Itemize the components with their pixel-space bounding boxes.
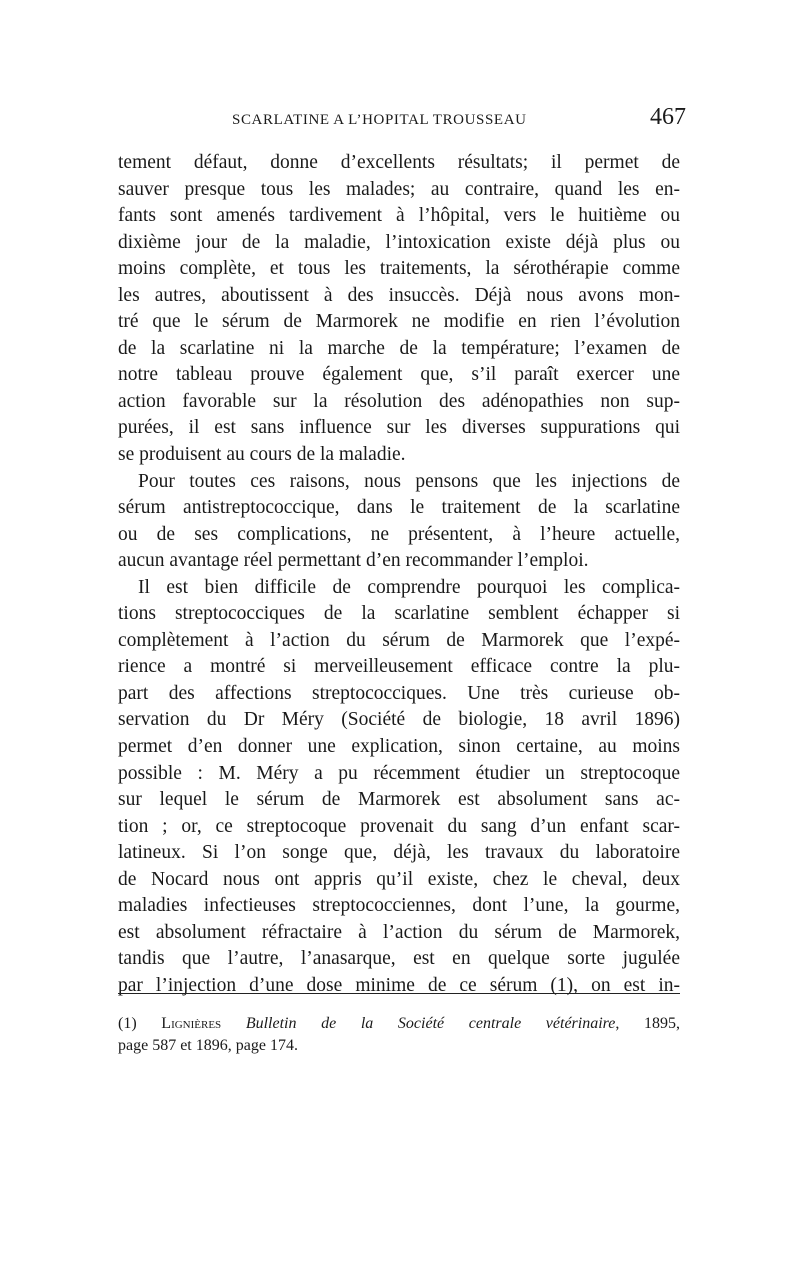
text-line: de Nocard nous ont appris qu’il existe, chez le cheval, deux <box>118 868 680 890</box>
footnote-journal: Bulletin de la Société centrale vétérinaire <box>245 1015 616 1032</box>
text-line: est absolument réfractaire à l’action du sérum de Marmorek, <box>118 921 680 943</box>
footnote-marker: (1) <box>118 1015 137 1032</box>
text-line: les autres, aboutissent à des insuccès. Déjà nous avons mon- <box>118 284 680 306</box>
text-line: tré que le sérum de Marmorek ne modifie en rien l’évolution <box>118 311 680 333</box>
text-line: sur lequel le sérum de Marmorek est absolument sans ac- <box>118 789 680 811</box>
footnote-author: Lignières <box>161 1015 222 1032</box>
text-line: tement défaut, donne d’excellents résultats; il permet de <box>118 152 680 173</box>
text-line: latineux. Si l’on songe que, déjà, les travaux du laboratoire <box>118 842 680 864</box>
footnote-year: , 1895, <box>615 1015 680 1032</box>
text-line: Il est bien difficile de comprendre pourquoi les complica- <box>138 576 680 598</box>
text-line: notre tableau prouve également que, s’il paraît exercer une <box>118 364 680 386</box>
page-number: 467 <box>650 104 686 130</box>
text-line: servation du Dr Méry (Société de biologie, 18 avril 1896) <box>118 709 680 731</box>
text-line: action favorable sur la résolution des adénopathies non sup- <box>118 390 680 412</box>
text-line: de la scarlatine ni la marche de la température; l’examen de <box>118 337 680 359</box>
footnote-line: page 587 et 1896, page 174. <box>118 1037 298 1054</box>
text-line: Pour toutes ces raisons, nous pensons que les injections de <box>138 470 680 492</box>
text-line: se produisent au cours de la maladie. <box>118 444 406 466</box>
text-line: tion ; or, ce streptocoque provenait du sang d’un enfant scar- <box>118 815 680 837</box>
text-line: possible : M. Méry a pu récemment étudier un streptocoque <box>118 762 680 784</box>
footnote <box>118 1013 680 1057</box>
text-line: complètement à l’action du sérum de Marmorek que l’expé- <box>118 629 680 651</box>
text-line: par l’injection d’une dose minime de ce sérum (1), on est in- <box>118 974 680 996</box>
running-head: SCARLATINE A L’HOPITAL TROUSSEAU <box>232 112 527 128</box>
footnote-line <box>118 1013 680 1035</box>
text-line: fants sont amenés tardivement à l’hôpital, vers le huitième ou <box>118 205 680 227</box>
text-line: sauver presque tous les malades; au contraire, quand les en- <box>118 178 680 200</box>
text-line: sérum antistreptococcique, dans le traitement de la scarlatine <box>118 497 680 519</box>
text-line: part des affections streptococciques. Une très curieuse ob- <box>118 682 680 704</box>
text-line: aucun avantage réel permettant d’en recommander l’emploi. <box>118 550 589 572</box>
text-line: rience a montré si merveilleusement efficace contre la plu- <box>118 656 680 678</box>
text-line: ou de ses complications, ne présentent, à l’heure actuelle, <box>118 523 680 545</box>
text-line: maladies infectieuses streptococciennes, dont l’une, la gourme, <box>118 895 680 917</box>
body-text <box>118 150 680 1000</box>
text-line: moins complète, et tous les traitements, la sérothérapie comme <box>118 258 680 280</box>
text-line: purées, il est sans influence sur les diverses suppurations qui <box>118 417 680 439</box>
text-line: tandis que l’autre, l’anasarque, est en quelque sorte jugulée <box>118 948 680 970</box>
text-line: tions streptococciques de la scarlatine semblent échapper si <box>118 603 680 625</box>
text-line: permet d’en donner une explication, sinon certaine, au moins <box>118 736 680 758</box>
text-line: dixième jour de la maladie, l’intoxication existe déjà plus ou <box>118 231 680 253</box>
footnote-rule <box>118 993 680 994</box>
